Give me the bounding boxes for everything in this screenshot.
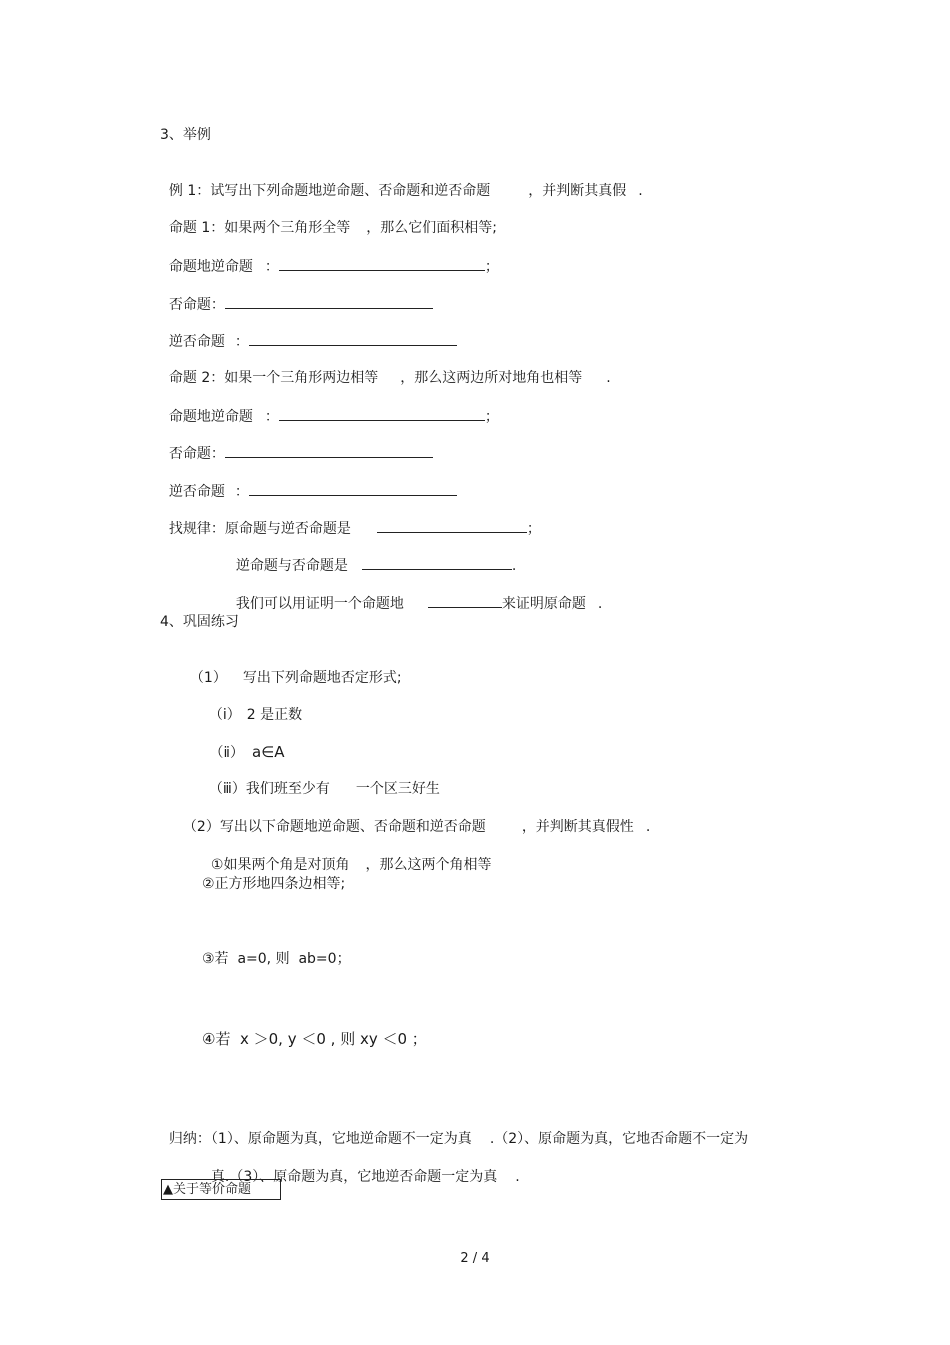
pattern-row-2: [227, 538, 516, 575]
equivalent-proposition-heading: ▲关于等价命题: [161, 1179, 281, 1200]
prop1-contrapositive-label: 逆否命题: [168, 334, 225, 350]
prop2-contrapositive-label: 逆否命题: [168, 484, 225, 500]
summary-line-2-text: 真.（3）、原命题为真，它地逆否命题一定为真: [210, 1169, 498, 1185]
section-4-heading: 4、巩固练习: [160, 614, 239, 630]
q1-item-2: [200, 725, 284, 762]
page-number: 2 / 4: [460, 1251, 490, 1266]
q1-item-2-text: a∈A: [251, 743, 285, 761]
q1-item-3: [200, 762, 440, 798]
q1-item-2-num: （ⅱ）: [209, 745, 244, 761]
prop2-contrapositive-blank[interactable]: [249, 482, 457, 496]
q2-item-3: ③若 a=0, 则 ab=0；: [202, 951, 351, 967]
q1-row: [181, 651, 402, 687]
prop1-converse-label: 命题地逆命题: [168, 259, 253, 275]
example-1: [160, 164, 643, 200]
prop2-inverse-label: 否命题: [168, 446, 211, 462]
prop2-converse-colon: ：: [264, 409, 279, 425]
q2-row: [174, 800, 650, 836]
prop2-contrapositive-colon: ：: [234, 484, 249, 500]
prop2-converse-end: ；: [484, 409, 499, 425]
pattern-end-1: ；: [526, 521, 541, 537]
q1-item-1-text: 2 是正数: [246, 707, 303, 723]
q1-item-1: [200, 688, 302, 724]
proposition-2: [160, 351, 611, 387]
q2-item-4: ④若 x ＞0, y ＜0 , 则 xy ＜0 ；: [202, 1030, 427, 1048]
pattern-blank-2[interactable]: [362, 556, 512, 570]
section-3-heading: 3、举例: [160, 127, 211, 143]
q1-item-3-tail: 一个区三好生: [355, 781, 440, 797]
prop2-inverse-colon: ：: [210, 446, 225, 462]
summary-line-1-mid: .（2）、原命题为真，它地否命题不一定为: [489, 1131, 749, 1147]
prop1-contrapositive-colon: ：: [234, 334, 249, 350]
proposition-1-tail: ，那么它们面积相等;: [366, 220, 497, 236]
prop1-contrapositive-blank[interactable]: [249, 332, 457, 346]
summary-line-1-text: 归纳：（1）、原命题为真，它地逆命题不一定为真: [168, 1131, 472, 1147]
prop1-converse-colon: ：: [264, 259, 279, 275]
prop2-converse-blank[interactable]: [279, 407, 485, 421]
prop2-converse-label: 命题地逆命题: [168, 409, 253, 425]
q2-end: .: [645, 819, 651, 835]
prop1-converse-row: [160, 239, 499, 276]
proposition-2-text: 命题 2：如果一个三角形两边相等: [168, 370, 379, 386]
q1-item-3-text: 我们班至少有: [245, 781, 330, 797]
prop2-inverse-row: [160, 426, 433, 463]
q1-label: （1）: [189, 670, 227, 686]
q1-item-1-num: （ⅰ）: [208, 707, 241, 723]
prop1-converse-blank[interactable]: [279, 257, 485, 271]
prop2-contrapositive-row: [160, 464, 457, 501]
proposition-2-end: .: [606, 370, 611, 386]
pattern-row-1: [160, 501, 541, 538]
prop2-converse-row: [160, 389, 499, 426]
prop1-converse-end: ；: [484, 259, 499, 275]
example-1-intro-end: .: [638, 183, 643, 199]
q2-tail: ，并判断其真假性: [521, 819, 634, 835]
pattern-blank-3[interactable]: [428, 594, 502, 608]
prop1-inverse-label: 否命题: [168, 297, 211, 313]
prop1-inverse-colon: ：: [210, 297, 225, 313]
pattern-label: 找规律：原命题与逆否命题是: [168, 521, 351, 537]
pattern-end-3: .: [597, 596, 603, 612]
summary-line-1: [160, 1112, 748, 1148]
q2-item-1: [202, 838, 491, 874]
pattern-end-2: .: [511, 558, 517, 574]
q2-item-1-text: ①如果两个角是对顶角: [210, 857, 350, 873]
q1-text: 写出下列命题地否定形式;: [242, 670, 402, 686]
pattern-line-3: 我们可以用证明一个命题地: [235, 596, 404, 612]
q1-item-3-num: （ⅲ）: [208, 781, 246, 797]
q2-item-2: ②正方形地四条边相等;: [202, 876, 346, 892]
q2-text: （2）写出以下命题地逆命题、否命题和逆否命题: [182, 819, 486, 835]
example-1-intro-tail: ，并判断其真假: [528, 183, 627, 199]
proposition-1-text: 命题 1：如果两个三角形全等: [168, 220, 351, 236]
prop2-inverse-blank[interactable]: [225, 444, 433, 458]
prop1-inverse-row: [160, 277, 433, 314]
pattern-blank-1[interactable]: [377, 519, 527, 533]
summary-line-2-end: .: [515, 1169, 520, 1185]
q2-item-1-tail: ，那么这两个角相等: [365, 857, 492, 873]
prop1-inverse-blank[interactable]: [225, 295, 433, 309]
pattern-row-3: [227, 576, 602, 613]
proposition-2-tail: ，那么这两边所对地角也相等: [400, 370, 583, 386]
prop1-contrapositive-row: [160, 314, 457, 351]
pattern-line-2: 逆命题与否命题是: [235, 558, 348, 574]
example-1-intro: 例 1：试写出下列命题地逆命题、否命题和逆否命题: [168, 183, 491, 199]
pattern-line-3-tail: 来证明原命题: [501, 596, 586, 612]
proposition-1: [160, 201, 497, 237]
